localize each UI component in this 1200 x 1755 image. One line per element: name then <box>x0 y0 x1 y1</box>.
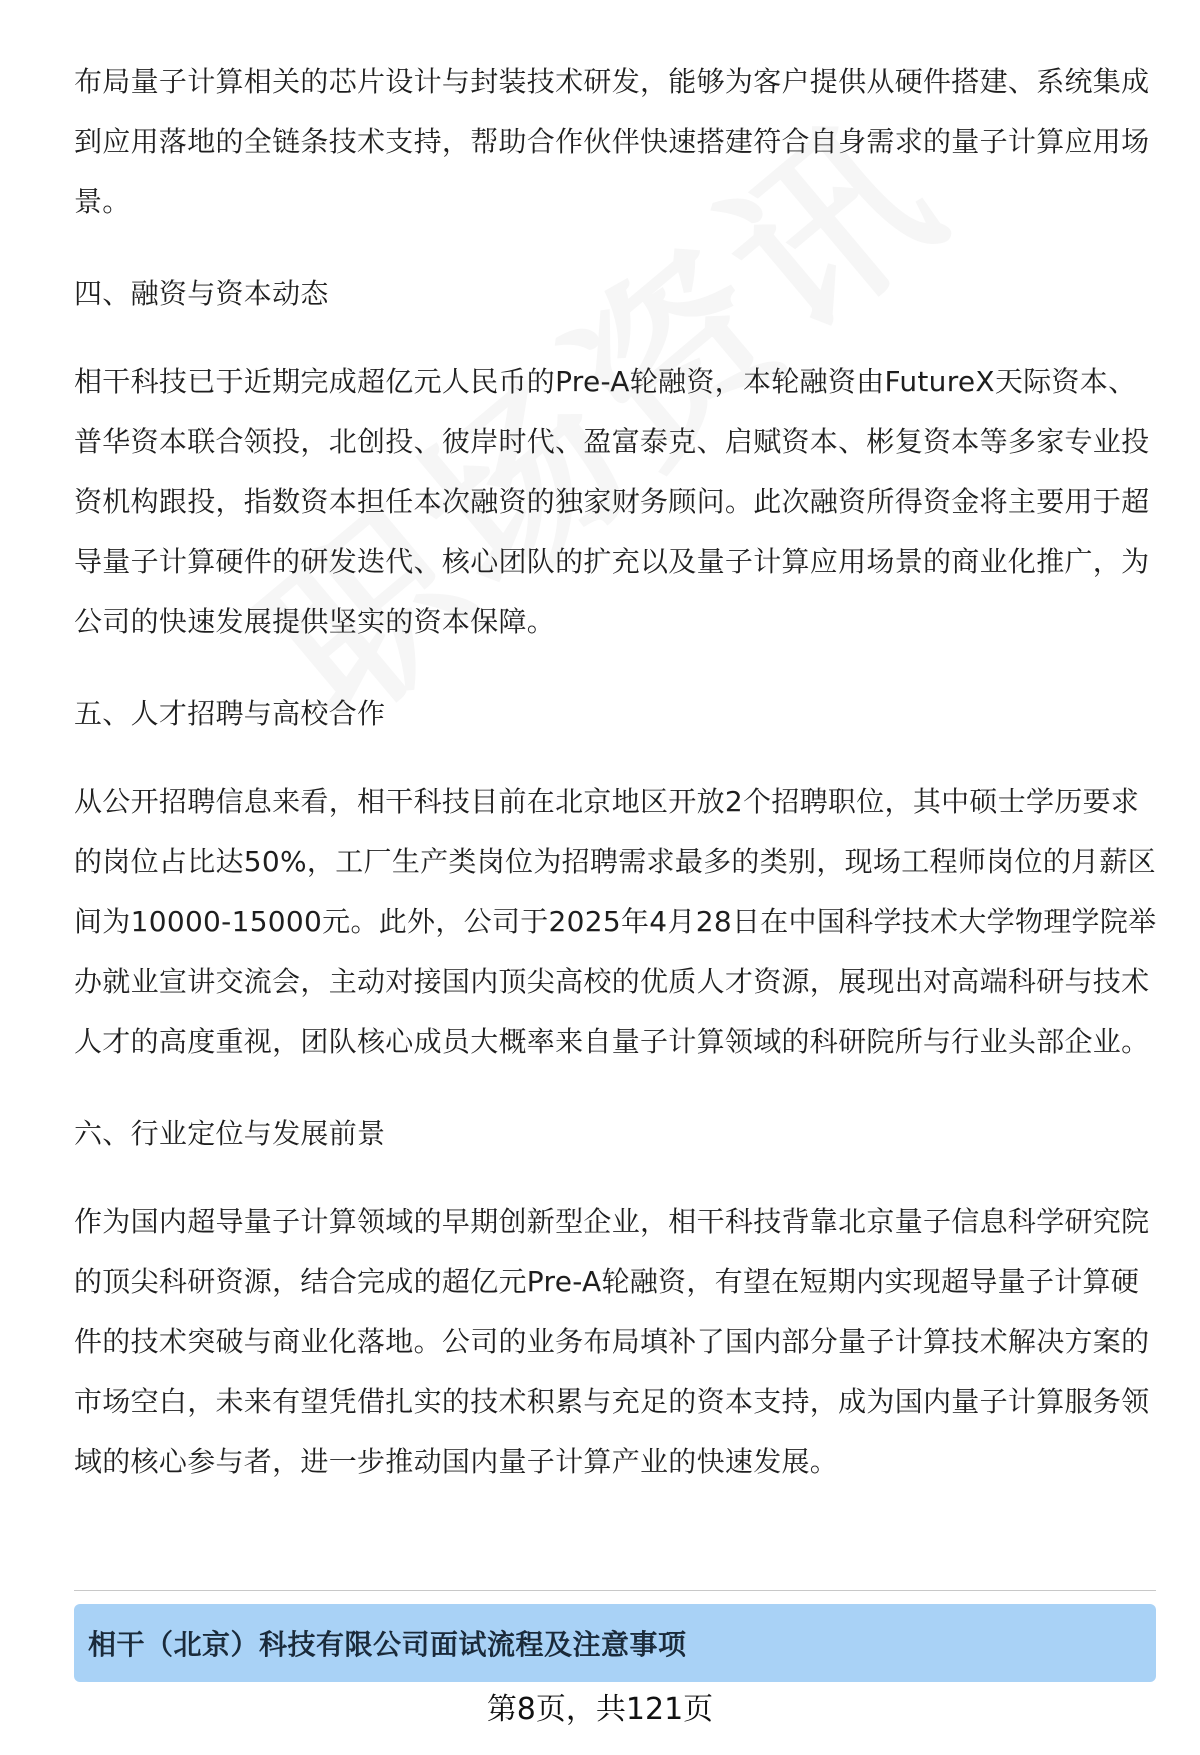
spacer <box>74 324 1160 352</box>
document-body <box>74 52 1160 1492</box>
paragraph-talent: 从公开招聘信息来看，相干科技目前在北京地区开放2个招聘职位，其中硕士学历要求的岗位占比达50%，工厂生产类岗位为招聘需求最多的类别，现场工程师岗位的月薪区间为10000-15000元。此外，公司于2025年4月28日在中国科学技术大学物理学院举办就业宣讲交流会，主动对接国内顶尖高校的优质人才资源，展现出对高端科研与技术人才的高度重视，团队核心成员大概率来自量子计算领域的科研院所与行业头部企业。 <box>74 785 1157 1058</box>
next-section-title: 相干（北京）科技有限公司面试流程及注意事项 <box>88 1628 687 1661</box>
spacer <box>74 744 1160 772</box>
paragraph-intro-tail: 布局量子计算相关的芯片设计与封装技术研发，能够为客户提供从硬件搭建、系统集成到应用落地的全链条技术支持，帮助合作伙伴快速搭建符合自身需求的量子计算应用场景。 <box>74 65 1150 218</box>
section-heading-outlook: 六、行业定位与发展前景 <box>74 1117 386 1150</box>
next-section-banner[interactable] <box>74 1604 1156 1682</box>
spacer <box>74 1072 1160 1104</box>
spacer <box>74 232 1160 264</box>
paragraph-outlook: 作为国内超导量子计算领域的早期创新型企业，相干科技背靠北京量子信息科学研究院的顶尖科研资源，结合完成的超亿元Pre-A轮融资，有望在短期内实现超导量子计算硬件的技术突破与商业化落地。公司的业务布局填补了国内部分量子计算技术解决方案的市场空白，未来有望凭借扎实的技术积累与充足的资本支持，成为国内量子计算服务领域的核心参与者，进一步推动国内量子计算产业的快速发展。 <box>74 1205 1150 1478</box>
section-heading-financing: 四、融资与资本动态 <box>74 277 329 310</box>
section-heading-talent: 五、人才招聘与高校合作 <box>74 697 386 730</box>
footer-divider <box>74 1590 1156 1591</box>
paragraph-financing: 相干科技已于近期完成超亿元人民币的Pre-A轮融资，本轮融资由FutureX天际资本、普华资本联合领投，北创投、彼岸时代、盈富泰克、启赋资本、彬复资本等多家专业投资机构跟投，指数资本担任本次融资的独家财务顾问。此次融资所得资金将主要用于超导量子计算硬件的研发迭代、核心团队的扩充以及量子计算应用场景的商业化推广，为公司的快速发展提供坚实的资本保障。 <box>74 365 1150 638</box>
spacer <box>74 652 1160 684</box>
page-number: 第8页，共121页 <box>486 1692 714 1727</box>
spacer <box>74 1164 1160 1192</box>
